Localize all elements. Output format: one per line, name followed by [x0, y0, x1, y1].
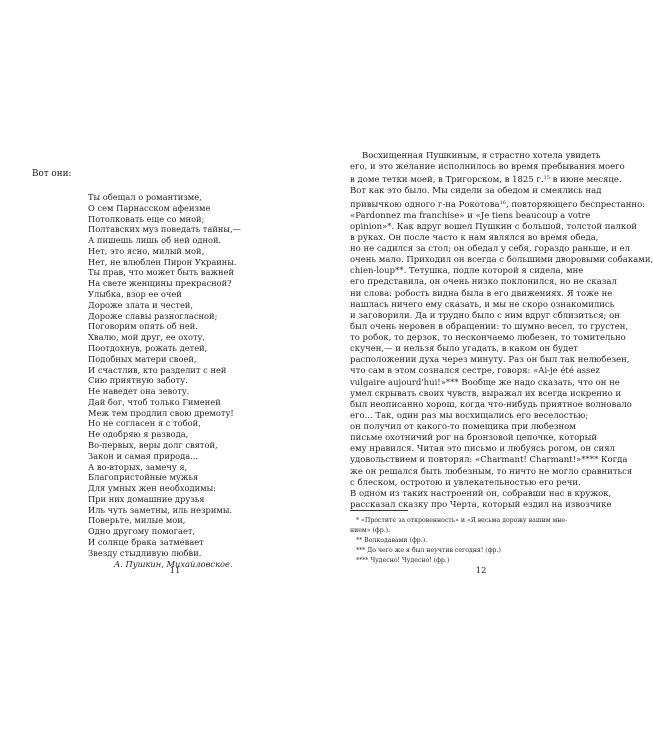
paragraph-line: [350, 366, 600, 377]
left-page: [0, 0, 300, 750]
paragraph-text: удовольствием и повторял: «Charmant! Charmant!»**** Когда: [350, 455, 628, 466]
paragraph-text: и заговорили. Да и трудно было с ним вдруг сблизиться; он: [350, 310, 620, 321]
paragraph-text: он получил от какого-то помещика при любезном: [350, 422, 576, 432]
poem-line: Полтавских муз поведать тайны,—: [88, 224, 241, 235]
paragraph-text: его... Так, один раз мы восхищались его веселостью;: [350, 410, 589, 421]
poem-line: Благопристойные мужья: [88, 472, 199, 483]
paragraph-line: [350, 355, 630, 366]
paragraph-line: [350, 488, 612, 500]
poem-line: Поговорим опять об ней.: [88, 321, 198, 332]
poem-line: Дороже злата и честей,: [88, 299, 194, 310]
paragraph-text: opinion»*. Как вдруг вошел Пушкин с большой, толстой палкой: [350, 221, 637, 232]
poem-line: Звезду стыдливую любви.: [88, 547, 202, 558]
poem-line: На свете женщины прекрасной?: [88, 278, 232, 289]
paragraph-text: письме охотничий рог на бронзовой цепочке, который: [350, 433, 598, 444]
footnote: нием» (фр.).: [350, 527, 391, 534]
paragraph-line: [350, 266, 582, 277]
paragraph-line: [350, 277, 617, 288]
footnote: **** Чудесно! Чудесно! (фр.): [356, 557, 450, 564]
paragraph-line: [350, 198, 646, 211]
footnote-divider: [350, 510, 408, 511]
intro-text: Вот они:: [32, 169, 72, 179]
poem-line: Дай бог, чтоб только Гименей: [88, 396, 221, 407]
paragraph-line: [350, 444, 615, 455]
paragraph-line: [350, 333, 626, 344]
paragraph-text: то робок, то дерзок, то нескончаемо любезен, то томительно: [350, 333, 626, 343]
footnotes: [350, 516, 582, 566]
poem-line: Не одобряю я развода,: [88, 429, 189, 440]
paragraph-line: [350, 162, 625, 173]
poem-line: Одно другому помогает,: [88, 526, 196, 537]
poem-line: Улыбка, взор ее очей: [88, 289, 182, 300]
right-page: [300, 0, 653, 750]
paragraph-text: очень мало. Приходил он всегда с большими дворовыми собаками,: [350, 255, 653, 266]
paragraph-line: [350, 422, 582, 433]
paragraph-text: «Pardonnez ma franchise» и «Je tiens beaucoup a votre: [350, 210, 591, 221]
paragraph-line: [350, 244, 631, 255]
poem-line: И солнце брака затмевает: [88, 537, 204, 547]
poem-line: Поверьте, милые мои,: [88, 515, 186, 526]
paragraph-text: В одном из таких настроений он, собравши нас в кружок,: [350, 488, 612, 499]
poem-line: Меж тем продлил свою дремоту!: [88, 407, 234, 418]
paragraph-text: с блеском, остротою и увлекательностью его речи.: [350, 477, 581, 488]
paragraph-text: же он решался быть любезным, то ничто не могло сравниться: [350, 466, 633, 477]
poem-line: Но не согласен я с тобой,: [88, 418, 201, 429]
paragraph-line: [350, 288, 613, 300]
paragraph-text: ни слова: робость видна была в его движениях. Я тоже не: [350, 288, 613, 299]
paragraph-text: , повторяющего беспрестанно:: [505, 199, 646, 210]
footnote: * «Простите за откровенность» и «Я весьма дорожу вашим мне-: [356, 517, 568, 524]
paragraph-text: расположении духа через минуту. Раз он был так нелюбезен,: [350, 355, 630, 366]
note-reference: 16: [499, 199, 506, 206]
paragraph-line: [350, 466, 633, 478]
paragraph-text: в руках. Он после часто к нам являлся во время обеда,: [350, 232, 599, 243]
paragraph-line: [350, 410, 589, 422]
footnote: *** До чего же я был неучтив сегодня! (фр.): [356, 547, 501, 554]
paragraph-line: [350, 151, 601, 162]
poem-line: И счастлив, кто разделит с ней: [88, 364, 227, 375]
poem-attribution: А. Пушкин, Михайловское.: [114, 558, 233, 569]
paragraph-line: [350, 173, 622, 186]
page-number-left: 11: [169, 566, 181, 576]
paragraph-text: vulgaire aujourd'hui!»*** Вообще же надо сказать, что он не: [350, 377, 620, 388]
paragraph-text: Вот как это было. Мы сидели за обедом и смеялись над: [350, 186, 602, 197]
paragraph-text: ему нравился. Читая это письмо и любуясь рогом, он сиял: [350, 444, 615, 455]
paragraph-line: [350, 310, 620, 322]
paragraph-line: [350, 321, 629, 333]
paragraph-line: [350, 399, 632, 411]
paragraph-text: его представила, он очень низко поклонился, но не сказал: [350, 277, 617, 288]
paragraph-text: был очень неровен в обращении: то шумно весел, то грустен,: [350, 321, 629, 332]
poem: [88, 192, 241, 569]
poem-line: Закон и самая природа...: [88, 450, 199, 461]
paragraph-text: chien-loup**. Тетушка, подле которой я сидела, мне: [350, 266, 584, 277]
poem-line: Подобных матери своей,: [88, 353, 197, 364]
paragraph-line: [350, 255, 653, 266]
poem-line: Сию приятную заботу.: [88, 375, 188, 386]
poem-line: Ты обещал о романтизме,: [88, 192, 202, 202]
poem-line: Иль чуть заметны, иль незримы.: [88, 504, 233, 515]
poem-line: При них домашние друзья: [88, 493, 205, 504]
poem-line: Нет, это ясно, милый мой,: [88, 245, 205, 256]
paragraph-text: в июне месяце.: [549, 175, 622, 186]
paragraph-text: был неописанно хорош, когда что-нибудь приятное волновало: [350, 399, 632, 410]
poem-line: Не наведет она зевоту.: [88, 386, 190, 397]
memoir-paragraph: [350, 151, 653, 511]
paragraph-line: [350, 344, 582, 355]
paragraph-text: что сам в этом сознался сестре, говоря: «Ai-je été assez: [350, 366, 600, 377]
paragraph-text: нашлась ничего ему сказать, и мы не скоро ознакомились: [350, 299, 615, 310]
paragraph-line: [350, 210, 591, 222]
paragraph-line: [350, 388, 622, 400]
paragraph-line: [350, 455, 628, 466]
poem-line: Во-первых, веры долг святой,: [88, 439, 218, 450]
poem-line: Ты прав, что может быть важней: [88, 267, 234, 278]
poem-line: Нет, не влюблен Пирон Украины.: [88, 256, 237, 267]
paragraph-line: [350, 221, 637, 233]
paragraph-text: привычкою одного г-на Рокотова: [350, 199, 500, 210]
paragraph-line: [350, 232, 599, 244]
paragraph-text: но не садился за стол; он обедал у себя, гораздо раньше, и ел: [350, 244, 631, 254]
poem-line: А пишешь лишь об ней одной.: [88, 235, 222, 246]
paragraph-text: Восхищенная Пушкиным, я страстно хотела увидеть: [362, 151, 601, 161]
footnote: ** Волкодавами (фр.).: [356, 537, 428, 544]
poem-line: Дороже славы разногласной;: [88, 310, 218, 321]
poem-line: Поотдохнув, рожать детей,: [88, 342, 208, 353]
paragraph-text: умел скрывать своих чувств, выражал их всегда искренно и: [350, 388, 622, 399]
paragraph-text: в доме тетки моей, в Тригорском, в 1825 г.: [350, 175, 544, 186]
paragraph-line: [350, 433, 598, 444]
paragraph-line: [350, 377, 620, 389]
poem-line: Хвалю, мой друг, ее охоту,: [88, 332, 206, 343]
paragraph-text: рассказал сказку про Черта, который ездил на извозчике: [350, 499, 612, 510]
note-reference: 15: [543, 175, 550, 182]
paragraph-line: [350, 299, 615, 311]
paragraph-line: [350, 186, 602, 197]
poem-line: А во-вторых, замечу я,: [88, 461, 188, 472]
paragraph-text: его, и это желание исполнилось во время пребывания моего: [350, 162, 625, 173]
paragraph-text: скучен,— и нельзя было угадать, в каком он будет: [350, 344, 578, 355]
paragraph-line: [350, 478, 582, 489]
page-number-right: 12: [475, 566, 487, 576]
poem-line: О сем Парнасском афеизме: [88, 202, 211, 213]
poem-line: Потолковать еще со мной;: [88, 213, 205, 224]
poem-line: Для умных жен необходимы:: [88, 483, 216, 494]
